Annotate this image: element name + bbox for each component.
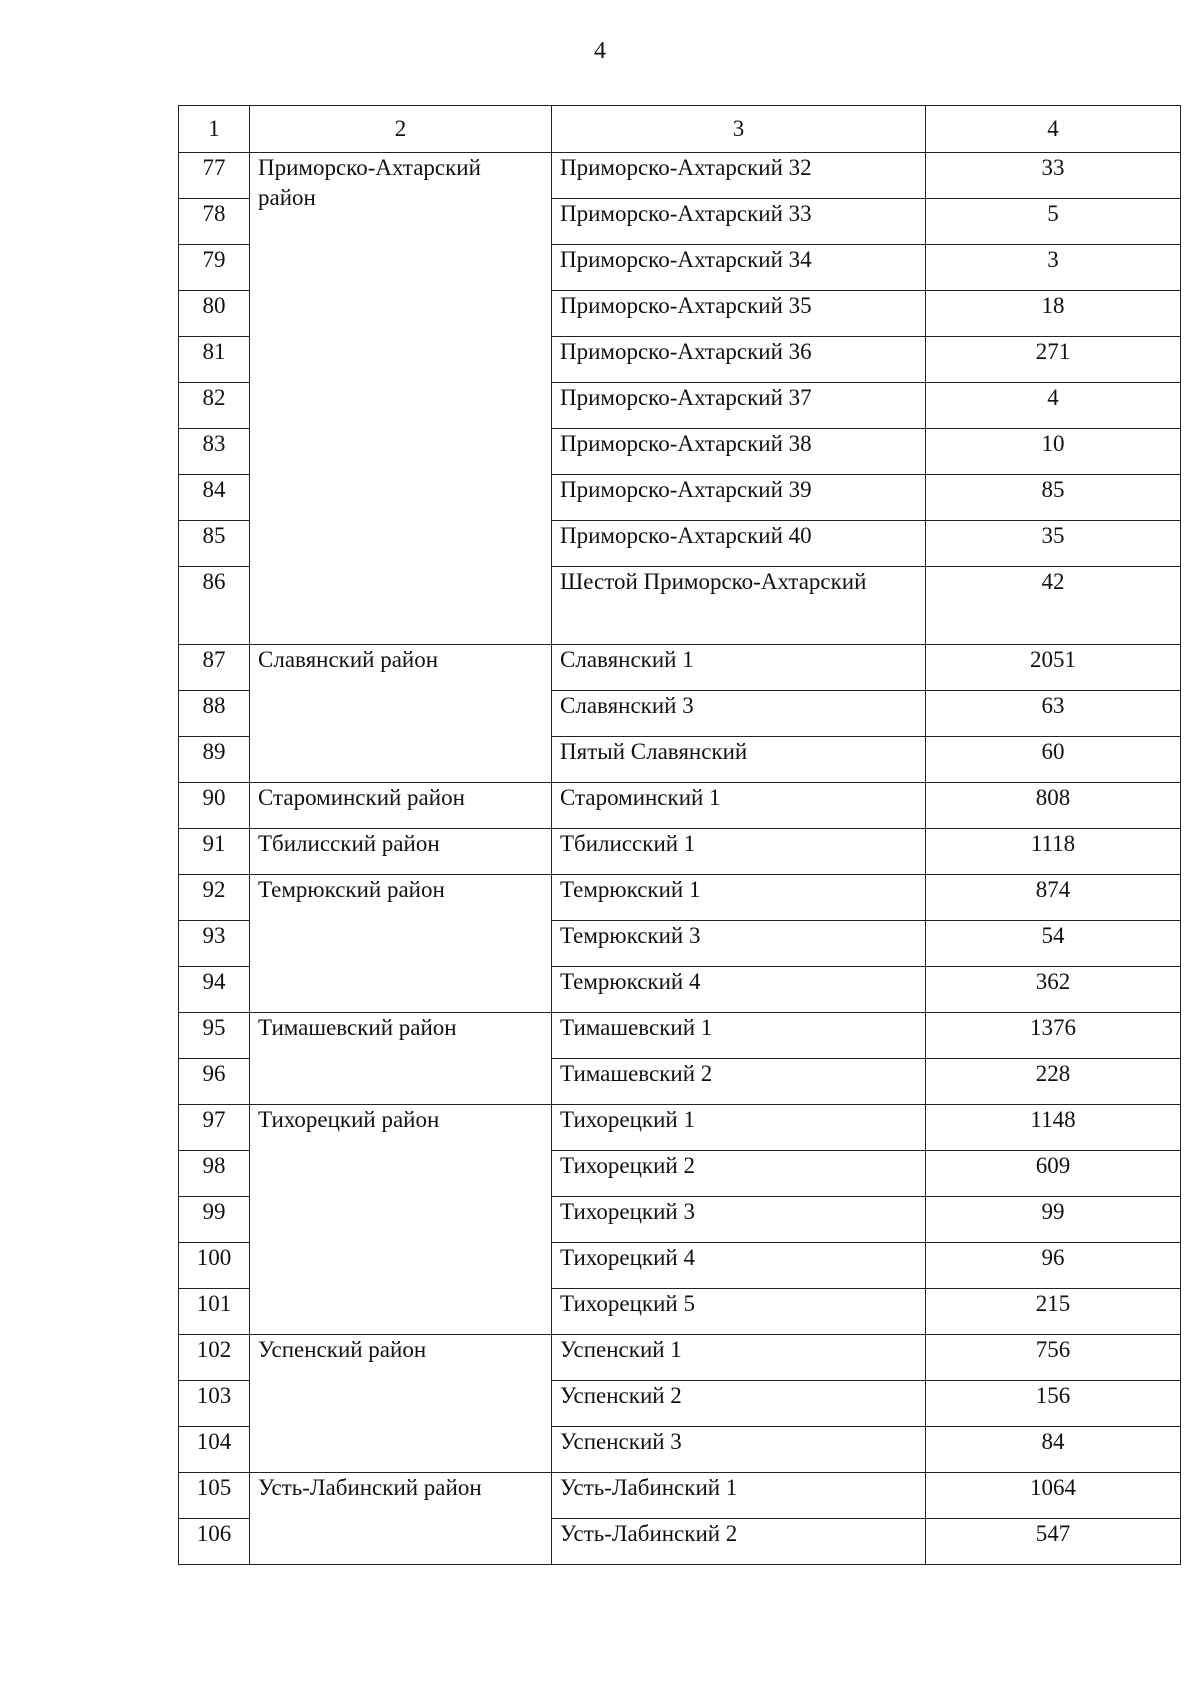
unit-value: 156 [926, 1381, 1181, 1427]
unit-value: 756 [926, 1335, 1181, 1381]
unit-name: Славянский 3 [552, 691, 926, 737]
unit-value: 84 [926, 1427, 1181, 1473]
district-name: Темрюкский район [250, 875, 552, 1013]
column-header-3: 3 [552, 106, 926, 153]
row-number: 95 [179, 1013, 250, 1059]
row-number: 81 [179, 337, 250, 383]
row-number: 90 [179, 783, 250, 829]
unit-name: Темрюкский 1 [552, 875, 926, 921]
row-number: 86 [179, 567, 250, 645]
row-number: 94 [179, 967, 250, 1013]
district-name: Тбилисский район [250, 829, 552, 875]
row-number: 91 [179, 829, 250, 875]
unit-name: Приморско-Ахтарский 39 [552, 475, 926, 521]
unit-name: Приморско-Ахтарский 35 [552, 291, 926, 337]
unit-value: 1118 [926, 829, 1181, 875]
unit-name: Приморско-Ахтарский 40 [552, 521, 926, 567]
unit-name: Приморско-Ахтарский 33 [552, 199, 926, 245]
table-header-row [179, 106, 1181, 153]
district-name: Усть-Лабинский район [250, 1473, 552, 1565]
unit-value: 85 [926, 475, 1181, 521]
unit-name: Темрюкский 4 [552, 967, 926, 1013]
unit-name: Тимашевский 2 [552, 1059, 926, 1105]
table-row [179, 153, 1181, 199]
table-row [179, 1105, 1181, 1151]
row-number: 101 [179, 1289, 250, 1335]
row-number: 80 [179, 291, 250, 337]
unit-value: 10 [926, 429, 1181, 475]
unit-value: 18 [926, 291, 1181, 337]
row-number: 100 [179, 1243, 250, 1289]
table-row [179, 1473, 1181, 1519]
column-header-1: 1 [179, 106, 250, 153]
unit-value: 874 [926, 875, 1181, 921]
table-row [179, 645, 1181, 691]
districts-table [178, 105, 1181, 1565]
unit-value: 2051 [926, 645, 1181, 691]
row-number: 88 [179, 691, 250, 737]
unit-value: 33 [926, 153, 1181, 199]
page-number: 4 [594, 38, 606, 64]
unit-name: Тбилисский 1 [552, 829, 926, 875]
unit-value: 3 [926, 245, 1181, 291]
unit-name: Приморско-Ахтарский 38 [552, 429, 926, 475]
row-number: 78 [179, 199, 250, 245]
row-number: 93 [179, 921, 250, 967]
row-number: 84 [179, 475, 250, 521]
unit-name: Славянский 1 [552, 645, 926, 691]
row-number: 77 [179, 153, 250, 199]
unit-value: 54 [926, 921, 1181, 967]
row-number: 85 [179, 521, 250, 567]
unit-value: 609 [926, 1151, 1181, 1197]
row-number: 79 [179, 245, 250, 291]
unit-value: 63 [926, 691, 1181, 737]
unit-value: 96 [926, 1243, 1181, 1289]
row-number: 82 [179, 383, 250, 429]
unit-value: 4 [926, 383, 1181, 429]
unit-value: 1376 [926, 1013, 1181, 1059]
row-number: 106 [179, 1519, 250, 1565]
table-body [179, 106, 1181, 1565]
district-name: Тимашевский район [250, 1013, 552, 1105]
unit-name: Приморско-Ахтарский 37 [552, 383, 926, 429]
unit-value: 362 [926, 967, 1181, 1013]
unit-value: 271 [926, 337, 1181, 383]
district-name: Славянский район [250, 645, 552, 783]
row-number: 97 [179, 1105, 250, 1151]
row-number: 99 [179, 1197, 250, 1243]
unit-value: 99 [926, 1197, 1181, 1243]
unit-name: Успенский 3 [552, 1427, 926, 1473]
unit-value: 1148 [926, 1105, 1181, 1151]
column-header-4: 4 [926, 106, 1181, 153]
table-row [179, 783, 1181, 829]
unit-value: 808 [926, 783, 1181, 829]
row-number: 89 [179, 737, 250, 783]
unit-value: 228 [926, 1059, 1181, 1105]
unit-name: Тихорецкий 3 [552, 1197, 926, 1243]
table-row [179, 875, 1181, 921]
unit-value: 1064 [926, 1473, 1181, 1519]
unit-name: Приморско-Ахтарский 32 [552, 153, 926, 199]
district-name: Приморско-Ахтарский район [250, 153, 552, 645]
unit-name: Тихорецкий 5 [552, 1289, 926, 1335]
row-number: 96 [179, 1059, 250, 1105]
unit-name: Тихорецкий 1 [552, 1105, 926, 1151]
row-number: 92 [179, 875, 250, 921]
unit-name: Приморско-Ахтарский 36 [552, 337, 926, 383]
column-header-2: 2 [250, 106, 552, 153]
district-name: Староминский район [250, 783, 552, 829]
table-row [179, 1013, 1181, 1059]
unit-name: Староминский 1 [552, 783, 926, 829]
row-number: 98 [179, 1151, 250, 1197]
table-row [179, 829, 1181, 875]
row-number: 103 [179, 1381, 250, 1427]
unit-name: Усть-Лабинский 1 [552, 1473, 926, 1519]
unit-name: Темрюкский 3 [552, 921, 926, 967]
unit-name: Шестой Приморско-Ахтарский [552, 567, 926, 645]
district-name: Тихорецкий район [250, 1105, 552, 1335]
row-number: 102 [179, 1335, 250, 1381]
unit-name: Успенский 1 [552, 1335, 926, 1381]
row-number: 87 [179, 645, 250, 691]
unit-value: 5 [926, 199, 1181, 245]
row-number: 83 [179, 429, 250, 475]
row-number: 105 [179, 1473, 250, 1519]
unit-name: Пятый Славянский [552, 737, 926, 783]
row-number: 104 [179, 1427, 250, 1473]
unit-value: 60 [926, 737, 1181, 783]
unit-name: Тимашевский 1 [552, 1013, 926, 1059]
unit-name: Тихорецкий 2 [552, 1151, 926, 1197]
unit-value: 215 [926, 1289, 1181, 1335]
table-row [179, 1335, 1181, 1381]
unit-name: Успенский 2 [552, 1381, 926, 1427]
unit-value: 42 [926, 567, 1181, 645]
unit-value: 35 [926, 521, 1181, 567]
unit-name: Приморско-Ахтарский 34 [552, 245, 926, 291]
district-name: Успенский район [250, 1335, 552, 1473]
unit-name: Тихорецкий 4 [552, 1243, 926, 1289]
unit-name: Усть-Лабинский 2 [552, 1519, 926, 1565]
unit-value: 547 [926, 1519, 1181, 1565]
